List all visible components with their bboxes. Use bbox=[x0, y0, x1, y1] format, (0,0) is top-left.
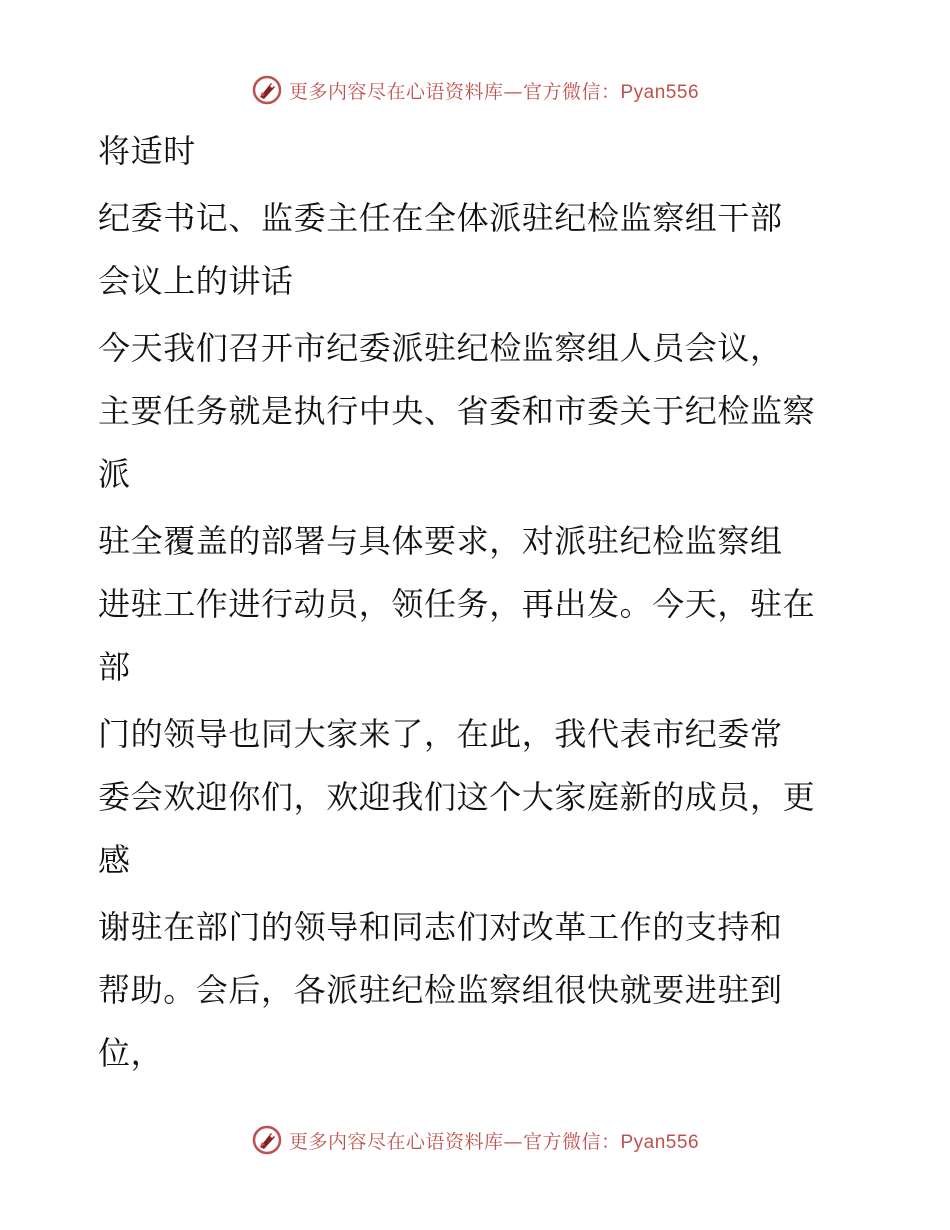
watermark-wechat-id: Pyan556 bbox=[620, 81, 700, 103]
text-line: 委会欢迎你们，欢迎我们这个大家庭新的成员，更 bbox=[98, 778, 816, 816]
paragraph bbox=[98, 896, 858, 1085]
pen-nib-logo-icon bbox=[251, 74, 283, 106]
watermark-dash: — bbox=[503, 1130, 523, 1153]
watermark-suffix: 官方微信： bbox=[522, 80, 621, 103]
watermark-suffix: 官方微信： bbox=[522, 1130, 621, 1153]
paragraph bbox=[98, 510, 858, 699]
text-line: 部 bbox=[98, 648, 131, 686]
header-watermark bbox=[0, 70, 950, 110]
text-line: 派 bbox=[98, 455, 131, 493]
text-line: 主要任务就是执行中央、省委和市委关于纪检监察 bbox=[98, 392, 816, 430]
paragraph bbox=[98, 317, 858, 506]
footer-watermark bbox=[0, 1120, 950, 1160]
text-line: 感 bbox=[98, 841, 131, 879]
document-body bbox=[98, 120, 858, 1085]
watermark-prefix: 更多内容尽在心语资料库 bbox=[288, 80, 504, 103]
paragraph bbox=[98, 187, 858, 313]
watermark-wechat-id: Pyan556 bbox=[620, 1131, 700, 1153]
text-line: 纪委书记、监委主任在全体派驻纪检监察组干部 bbox=[98, 199, 783, 237]
text-line: 帮助。会后，各派驻纪检监察组很快就要进驻到 bbox=[98, 971, 783, 1009]
text-line: 谢驻在部门的领导和同志们对改革工作的支持和 bbox=[98, 908, 783, 946]
paragraph bbox=[98, 120, 858, 183]
watermark-dash: — bbox=[503, 80, 523, 103]
watermark-prefix: 更多内容尽在心语资料库 bbox=[288, 1130, 504, 1153]
text-line: 今天我们召开市纪委派驻纪检监察组人员会议， bbox=[98, 329, 783, 367]
text-line: 会议上的讲话 bbox=[98, 262, 294, 300]
text-line: 驻全覆盖的部署与具体要求，对派驻纪检监察组 bbox=[98, 522, 783, 560]
text-line: 进驻工作进行动员，领任务，再出发。今天，驻在 bbox=[98, 585, 816, 623]
text-line: 位， bbox=[98, 1034, 164, 1072]
pen-nib-logo-icon bbox=[251, 1124, 283, 1156]
text-line: 门的领导也同大家来了，在此，我代表市纪委常 bbox=[98, 715, 783, 753]
text-line: 将适时 bbox=[98, 132, 196, 170]
paragraph bbox=[98, 703, 858, 892]
